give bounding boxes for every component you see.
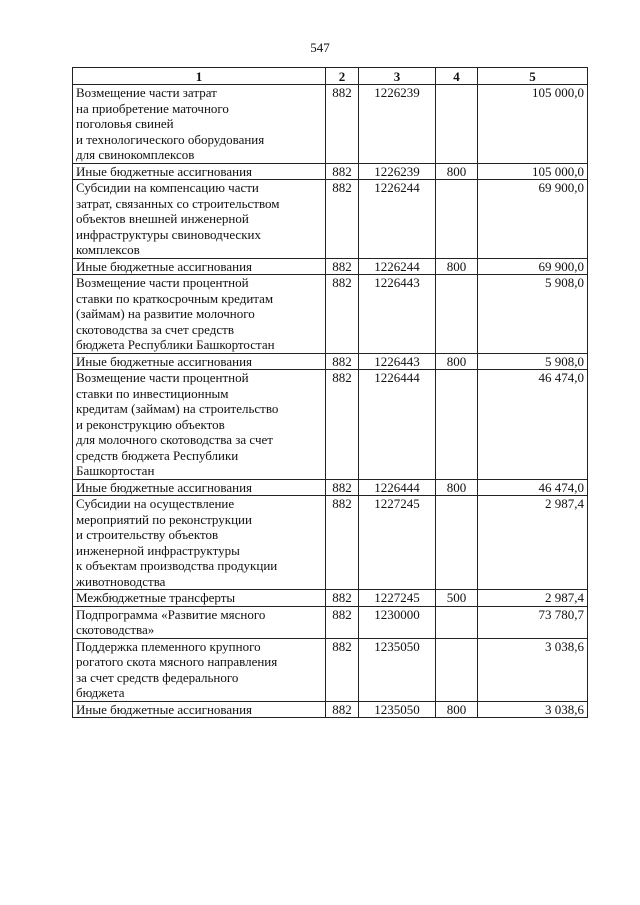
row-name-cell bbox=[73, 180, 326, 259]
ministry-code-cell: 882 bbox=[326, 479, 359, 496]
ministry-code-cell: 882 bbox=[326, 258, 359, 275]
row-name-line: инженерной инфраструктуры bbox=[76, 542, 240, 558]
expense-type-cell: 800 bbox=[436, 258, 478, 275]
row-name-cell bbox=[73, 606, 326, 638]
target-code-cell: 1226443 bbox=[359, 353, 436, 370]
expense-type-cell bbox=[436, 496, 478, 590]
amount-cell: 69 900,0 bbox=[478, 180, 588, 259]
amount-cell: 5 908,0 bbox=[478, 353, 588, 370]
row-name-line: Иные бюджетные ассигнования bbox=[76, 701, 253, 717]
ministry-code-cell: 882 bbox=[326, 701, 359, 718]
amount-cell: 2 987,4 bbox=[478, 590, 588, 607]
ministry-code-cell: 882 bbox=[326, 85, 359, 164]
row-name-line: за счет средств федерального bbox=[76, 669, 239, 685]
ministry-code-cell: 882 bbox=[326, 606, 359, 638]
column-header-amount: 5 bbox=[478, 68, 588, 85]
target-code-cell: 1226239 bbox=[359, 85, 436, 164]
table-row bbox=[73, 353, 588, 370]
row-name-line: мероприятий по реконструкции bbox=[76, 511, 252, 527]
ministry-code-cell: 882 bbox=[326, 370, 359, 480]
column-header-type: 4 bbox=[436, 68, 478, 85]
expense-type-cell: 800 bbox=[436, 701, 478, 718]
table-row bbox=[73, 163, 588, 180]
column-header-target: 3 bbox=[359, 68, 436, 85]
target-code-cell: 1226444 bbox=[359, 370, 436, 480]
amount-cell: 2 987,4 bbox=[478, 496, 588, 590]
row-name-cell bbox=[73, 275, 326, 354]
column-header-ministry: 2 bbox=[326, 68, 359, 85]
table-row bbox=[73, 590, 588, 607]
amount-cell: 105 000,0 bbox=[478, 163, 588, 180]
row-name-line: и технологического оборудования bbox=[76, 131, 265, 147]
table-header-row bbox=[73, 68, 588, 85]
ministry-code-cell: 882 bbox=[326, 496, 359, 590]
row-name-line: к объектам производства продукции bbox=[76, 558, 278, 573]
column-header-name: 1 bbox=[73, 68, 326, 85]
row-name-line: Возмещение части затрат bbox=[76, 85, 217, 100]
row-name-line: Поддержка племенного крупного bbox=[76, 638, 261, 654]
table-row bbox=[73, 85, 588, 164]
expense-type-cell bbox=[436, 180, 478, 259]
expense-type-cell: 800 bbox=[436, 479, 478, 496]
target-code-cell: 1227245 bbox=[359, 496, 436, 590]
row-name-line: Возмещение части процентной bbox=[76, 275, 249, 290]
row-name-line: на приобретение маточного bbox=[76, 100, 229, 116]
amount-cell: 105 000,0 bbox=[478, 85, 588, 164]
row-name-line: для свинокомплексов bbox=[76, 147, 195, 162]
target-code-cell: 1227245 bbox=[359, 590, 436, 607]
row-name-line: затрат, связанных со строительством bbox=[76, 195, 280, 211]
target-code-cell: 1235050 bbox=[359, 701, 436, 718]
row-name-line: и реконструкцию объектов bbox=[76, 416, 225, 432]
row-name-line: объектов внешней инженерной bbox=[76, 211, 249, 226]
table-row bbox=[73, 479, 588, 496]
table-row bbox=[73, 638, 588, 701]
row-name-line: Иные бюджетные ассигнования bbox=[76, 353, 253, 369]
amount-cell: 5 908,0 bbox=[478, 275, 588, 354]
row-name-line: комплексов bbox=[76, 242, 140, 257]
row-name-cell bbox=[73, 496, 326, 590]
row-name-line: животноводства bbox=[76, 573, 166, 589]
amount-cell: 69 900,0 bbox=[478, 258, 588, 275]
target-code-cell: 1226444 bbox=[359, 479, 436, 496]
row-name-cell bbox=[73, 638, 326, 701]
row-name-line: бюджета Республики Башкортостан bbox=[76, 337, 275, 352]
table-row bbox=[73, 180, 588, 259]
amount-cell: 46 474,0 bbox=[478, 370, 588, 480]
row-name-line: Возмещение части процентной bbox=[76, 370, 249, 385]
row-name-line: и строительству объектов bbox=[76, 527, 219, 542]
row-name-cell bbox=[73, 353, 326, 370]
row-name-line: Башкортостан bbox=[76, 463, 155, 478]
table-row bbox=[73, 496, 588, 590]
target-code-cell: 1226244 bbox=[359, 180, 436, 259]
table-row bbox=[73, 275, 588, 354]
row-name-line: ставки по краткосрочным кредитам bbox=[76, 290, 274, 306]
expense-type-cell: 800 bbox=[436, 353, 478, 370]
row-name-line: поголовья свиней bbox=[76, 116, 174, 131]
amount-cell: 46 474,0 bbox=[478, 479, 588, 496]
expense-type-cell: 800 bbox=[436, 163, 478, 180]
expense-type-cell bbox=[436, 275, 478, 354]
amount-cell: 73 780,7 bbox=[478, 606, 588, 638]
expense-type-cell: 500 bbox=[436, 590, 478, 607]
row-name-cell bbox=[73, 258, 326, 275]
row-name-line: для молочного скотоводства за счет bbox=[76, 432, 273, 447]
target-code-cell: 1226443 bbox=[359, 275, 436, 354]
table-body bbox=[73, 85, 588, 718]
expense-type-cell bbox=[436, 85, 478, 164]
budget-table bbox=[72, 67, 588, 718]
row-name-line: Иные бюджетные ассигнования bbox=[76, 479, 253, 495]
target-code-cell: 1226244 bbox=[359, 258, 436, 275]
row-name-cell bbox=[73, 479, 326, 496]
ministry-code-cell: 882 bbox=[326, 590, 359, 607]
row-name-line: (займам) на развитие молочного bbox=[76, 306, 255, 321]
table-row bbox=[73, 258, 588, 275]
row-name-line: Субсидии на осуществление bbox=[76, 496, 235, 511]
row-name-line: Субсидии на компенсацию части bbox=[76, 180, 259, 195]
row-name-cell bbox=[73, 85, 326, 164]
row-name-line: инфраструктуры свиноводческих bbox=[76, 226, 261, 242]
table-row bbox=[73, 701, 588, 718]
expense-type-cell bbox=[436, 370, 478, 480]
expense-type-cell bbox=[436, 638, 478, 701]
page-number: 547 bbox=[310, 40, 330, 55]
row-name-cell bbox=[73, 163, 326, 180]
row-name-line: Подпрограмма «Развитие мясного bbox=[76, 606, 266, 622]
row-name-line: скотоводства за счет средств bbox=[76, 321, 234, 337]
target-code-cell: 1226239 bbox=[359, 163, 436, 180]
row-name-cell bbox=[73, 370, 326, 480]
ministry-code-cell: 882 bbox=[326, 180, 359, 259]
row-name-line: ставки по инвестиционным bbox=[76, 385, 229, 401]
row-name-line: скотоводства» bbox=[76, 622, 155, 637]
target-code-cell: 1230000 bbox=[359, 606, 436, 638]
row-name-line: кредитам (займам) на строительство bbox=[76, 401, 279, 416]
table-row bbox=[73, 370, 588, 480]
expense-type-cell bbox=[436, 606, 478, 638]
table-row bbox=[73, 606, 588, 638]
amount-cell: 3 038,6 bbox=[478, 701, 588, 718]
row-name-cell bbox=[73, 701, 326, 718]
amount-cell: 3 038,6 bbox=[478, 638, 588, 701]
row-name-line: средств бюджета Республики bbox=[76, 447, 239, 463]
ministry-code-cell: 882 bbox=[326, 163, 359, 180]
target-code-cell: 1235050 bbox=[359, 638, 436, 701]
row-name-cell bbox=[73, 590, 326, 607]
ministry-code-cell: 882 bbox=[326, 353, 359, 370]
ministry-code-cell: 882 bbox=[326, 275, 359, 354]
row-name-line: бюджета bbox=[76, 685, 125, 700]
row-name-line: Межбюджетные трансферты bbox=[76, 590, 236, 605]
row-name-line: Иные бюджетные ассигнования bbox=[76, 163, 253, 179]
row-name-line: рогатого скота мясного направления bbox=[76, 654, 278, 669]
ministry-code-cell: 882 bbox=[326, 638, 359, 701]
row-name-line: Иные бюджетные ассигнования bbox=[76, 258, 253, 274]
